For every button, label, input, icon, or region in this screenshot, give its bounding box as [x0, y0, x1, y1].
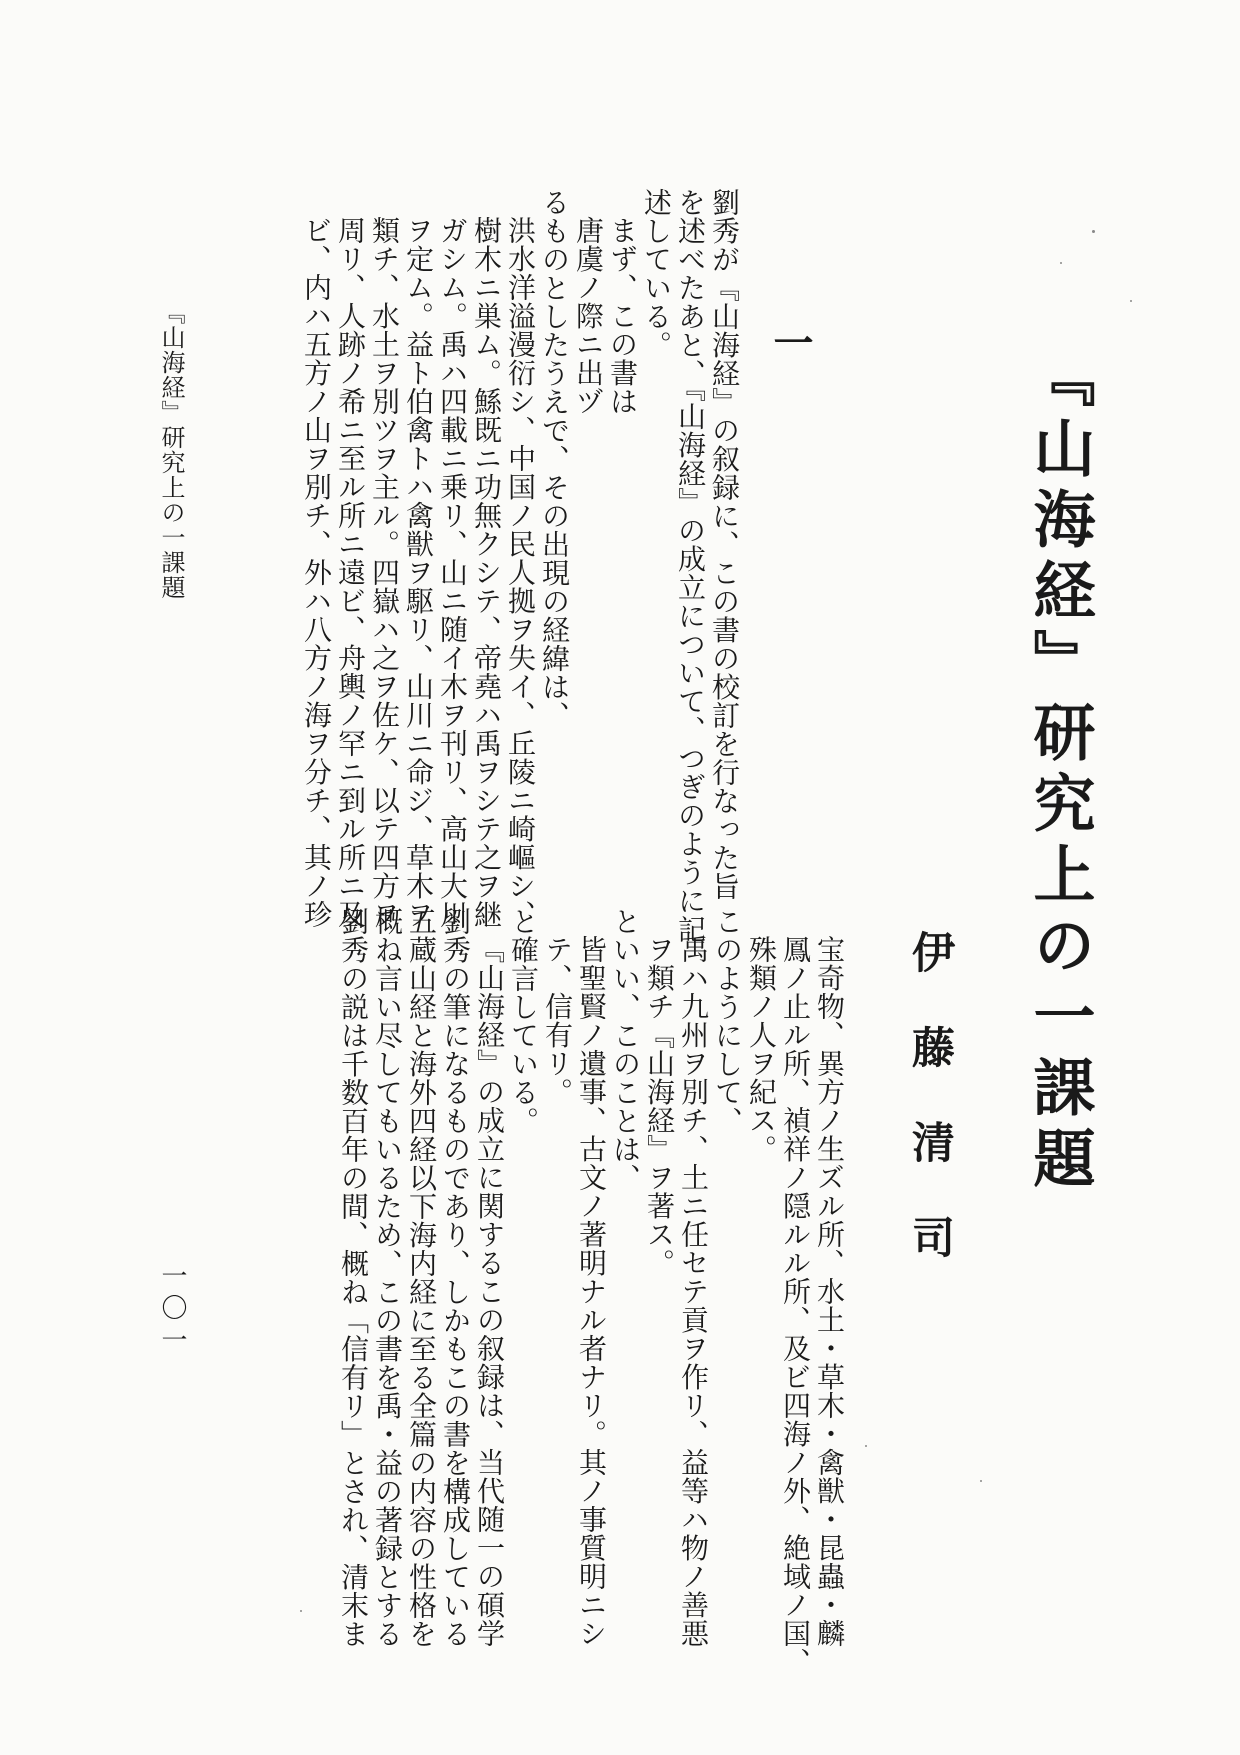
text-column: 述している。 [640, 188, 673, 359]
article-title: 『山海経』研究上の一課題 [1023, 345, 1096, 1197]
scan-speck [1060, 262, 1062, 264]
running-header: 『山海経』研究上の一課題 [157, 300, 185, 600]
text-column: 皆聖賢ノ遺事、古文ノ著明ナル者ナリ。其ノ事質明ニシ [575, 935, 608, 1648]
text-column: 禹ハ九州ヲ別チ、土ニ任セテ貢ヲ作リ、益等ハ物ノ善悪 [677, 935, 710, 1648]
scan-speck [865, 1445, 867, 1447]
text-column: 周リ、人跡ノ希ニ至ル所ニ遠ビ、舟輿ノ罕ニ到ル所ニ及 [334, 216, 367, 929]
text-column: 宝奇物、異方ノ生ズル所、水土・草木・禽獣・昆蟲・麟 [813, 935, 846, 1648]
text-column: ガシム。禹ハ四載ニ乗リ、山ニ随イ木ヲ刊リ、高山大川 [436, 216, 469, 929]
text-column: 洪水洋溢漫衍シ、中国ノ民人拠ヲ失イ、丘陵ニ崎嶇シ、 [504, 216, 537, 929]
text-column: 劉秀が『山海経』の叙録に、この書の校訂を行なった旨 [708, 188, 741, 901]
text-column: ビ、内ハ五方ノ山ヲ別チ、外ハ八方ノ海ヲ分チ、其ノ珍 [300, 216, 333, 929]
text-column: 類チ、水土ヲ別ツヲ主ル。四嶽ハ之ヲ佐ケ、以テ四方ヲ [368, 216, 401, 929]
text-column: と確言している。 [507, 907, 540, 1135]
section-number: 一 [767, 322, 814, 362]
scan-speck [1130, 300, 1132, 302]
text-column: 劉秀の説は千数百年の間、概ね「信有リ」とされ、清末ま [337, 907, 370, 1648]
text-column: 概ね言い尽してもいるため、この書を禹・益の著録とする [371, 907, 404, 1648]
text-column: ヲ類チ『山海経』ヲ著ス。 [643, 935, 676, 1277]
scan-speck [980, 1480, 982, 1482]
text-column: 五蔵山経と海外四経以下海内経に至る全篇の内容の性格を [405, 907, 438, 1648]
text-column: テ、信有リ。 [541, 935, 574, 1106]
text-column: といい、このことは、 [609, 907, 642, 1192]
article-author: 伊藤清司 [905, 930, 955, 1310]
text-column: 鳳ノ止ル所、禎祥ノ隠ルル所、及ビ四海ノ外、絶域ノ国、 [779, 935, 812, 1676]
text-column: 唐虞ノ際ニ出ヅ [572, 216, 605, 416]
page-number: 一〇一 [157, 1262, 187, 1358]
text-column: 劉秀の筆になるものであり、しかもこの書を構成している [439, 907, 472, 1648]
text-column: このようにして、 [711, 907, 744, 1135]
scan-speck [1092, 230, 1095, 233]
text-column: を述べたあと、『山海経』の成立について、つぎのように記 [674, 188, 707, 944]
text-column: まず、この書は [606, 216, 639, 416]
text-column: るものとしたうえで、その出現の経緯は、 [538, 188, 571, 730]
text-column: 殊類ノ人ヲ紀ス。 [745, 935, 778, 1163]
scan-speck [300, 1610, 302, 1612]
text-column: 『山海経』の成立に関するこの叙録は、当代随一の碩学 [473, 935, 506, 1648]
text-column: ヲ定ム。益ト伯禽トハ禽獣ヲ駆リ、山川ニ命ジ、草木ヲ [402, 216, 435, 929]
text-column: 樹木ニ巣ム。鯀既ニ功無クシテ、帝堯ハ禹ヲシテ之ヲ継 [470, 216, 503, 929]
